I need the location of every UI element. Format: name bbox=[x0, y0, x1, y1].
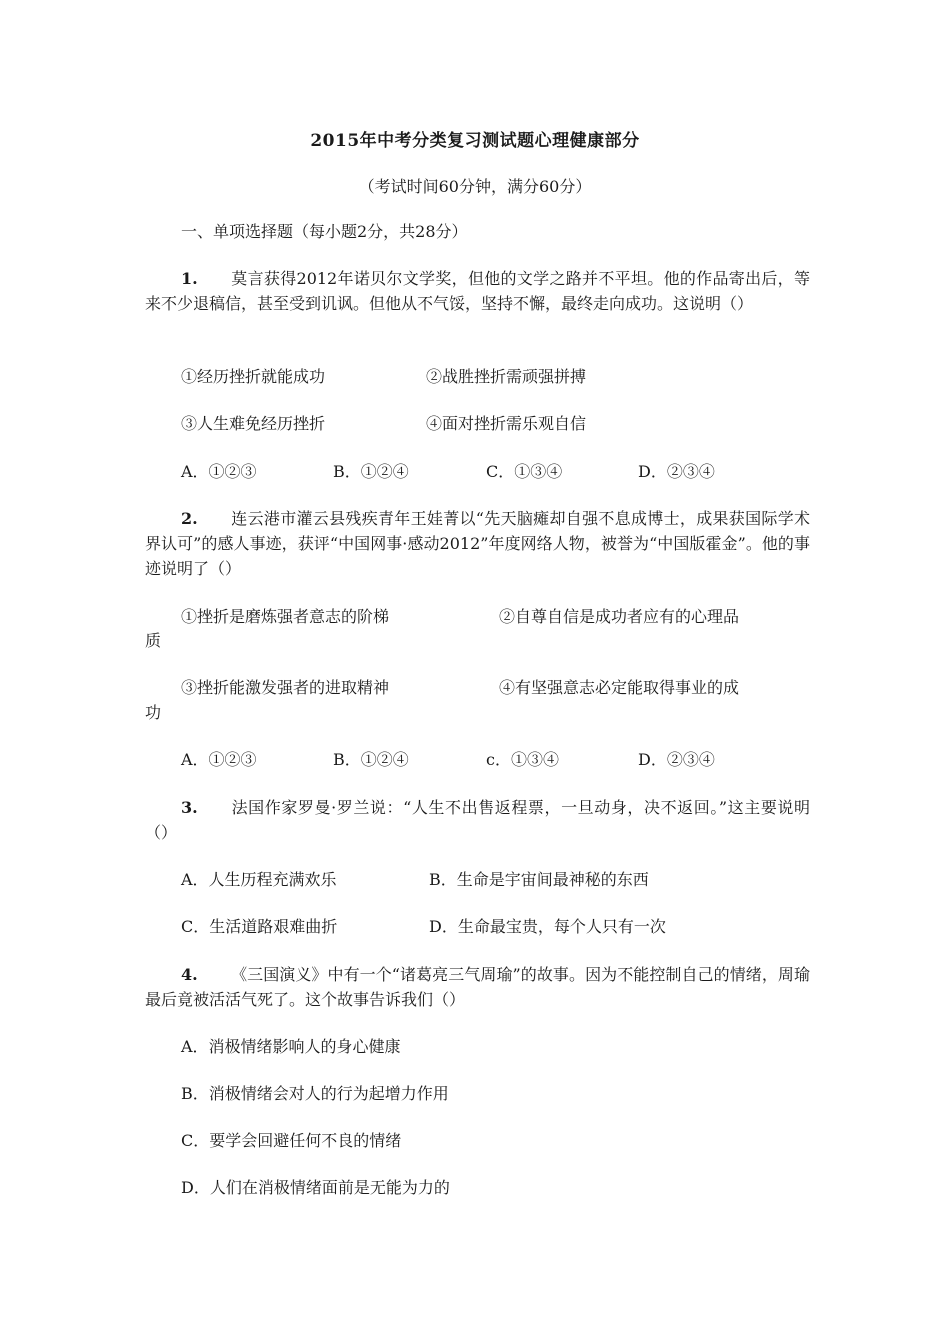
statement-2: ②战胜挫折需顽强拼搏 bbox=[426, 367, 587, 386]
answer-options bbox=[181, 459, 810, 484]
statement-3: ③挫折能激发强者的进取精神 bbox=[181, 678, 390, 697]
statement-4: ④有坚强意志必定能取得事业的成 bbox=[499, 678, 740, 697]
statement-row bbox=[181, 604, 810, 629]
statement-row bbox=[181, 675, 810, 700]
answer-options bbox=[181, 867, 810, 892]
option-d: D．人们在消极情绪面前是无能为力的 bbox=[181, 1178, 450, 1197]
statement-row bbox=[181, 411, 810, 436]
document-title: 2015年中考分类复习测试题心理健康部分 bbox=[310, 131, 640, 151]
question-number: 1. bbox=[181, 269, 198, 288]
option-a: A．①②③ bbox=[181, 750, 257, 769]
question-number: 2. bbox=[181, 509, 198, 528]
statement-4: ④面对挫折需乐观自信 bbox=[426, 414, 587, 433]
statement-1: ①经历挫折就能成功 bbox=[181, 367, 326, 386]
option-c: c．①③④ bbox=[486, 750, 559, 769]
question-3 bbox=[145, 795, 810, 845]
statement-2: ②自尊自信是成功者应有的心理品 bbox=[499, 607, 740, 626]
option-b: B．①②④ bbox=[333, 462, 409, 481]
question-number: 4. bbox=[181, 965, 198, 984]
question-text: 莫言获得2012年诺贝尔文学奖，但他的文学之路并不平坦。他的作品寄出后，等来不少退稿信，甚至受到讥讽。但他从不气馁，坚持不懈，最终走向成功。这说明（） bbox=[145, 269, 810, 313]
option-d: D．②③④ bbox=[638, 462, 715, 481]
exam-info: （考试时间60分钟，满分60分） bbox=[358, 177, 592, 196]
option-b: B．消极情绪会对人的行为起增力作用 bbox=[181, 1084, 449, 1103]
option-a: A．消极情绪影响人的身心健康 bbox=[181, 1037, 401, 1056]
answer-options bbox=[181, 747, 810, 772]
option-b: B．生命是宇宙间最神秘的东西 bbox=[429, 870, 649, 889]
option-c: C．要学会回避任何不良的情绪 bbox=[181, 1131, 402, 1150]
option-c: C．生活道路艰难曲折 bbox=[181, 917, 338, 936]
section-heading: 一、单项选择题（每小题2分，共28分） bbox=[181, 222, 468, 241]
statement-3: ③人生难免经历挫折 bbox=[181, 414, 326, 433]
statement-row bbox=[181, 364, 810, 389]
statement-1: ①挫折是磨炼强者意志的阶梯 bbox=[181, 607, 390, 626]
option-d: D．生命最宝贵，每个人只有一次 bbox=[429, 917, 666, 936]
question-1 bbox=[145, 266, 810, 316]
statement-4-continued: 功 bbox=[145, 703, 162, 722]
answer-options bbox=[181, 914, 810, 939]
question-2 bbox=[145, 506, 810, 581]
question-4 bbox=[145, 962, 810, 1012]
option-c: C．①③④ bbox=[486, 462, 563, 481]
statement-2-continued: 质 bbox=[145, 631, 162, 650]
option-a: A．①②③ bbox=[181, 462, 257, 481]
question-text: 《三国演义》中有一个“诸葛亮三气周瑜”的故事。因为不能控制自己的情绪，周瑜最后竟被活活气死了。这个故事告诉我们（） bbox=[145, 965, 810, 1009]
question-text: 连云港市灌云县残疾青年王娃菁以“先天脑瘫却自强不息成博士，成果获国际学术界认可”的感人事迹，获评“中国网事·感动2012”年度网络人物，被誉为“中国版霍金”。他的事迹说明了（） bbox=[145, 509, 810, 578]
question-text: 法国作家罗曼·罗兰说：“人生不出售返程票，一旦动身，决不返回。”这主要说明（） bbox=[145, 798, 810, 842]
question-number: 3. bbox=[181, 798, 198, 817]
option-b: B．①②④ bbox=[333, 750, 409, 769]
option-a: A．人生历程充满欢乐 bbox=[181, 870, 337, 889]
option-d: D．②③④ bbox=[638, 750, 715, 769]
